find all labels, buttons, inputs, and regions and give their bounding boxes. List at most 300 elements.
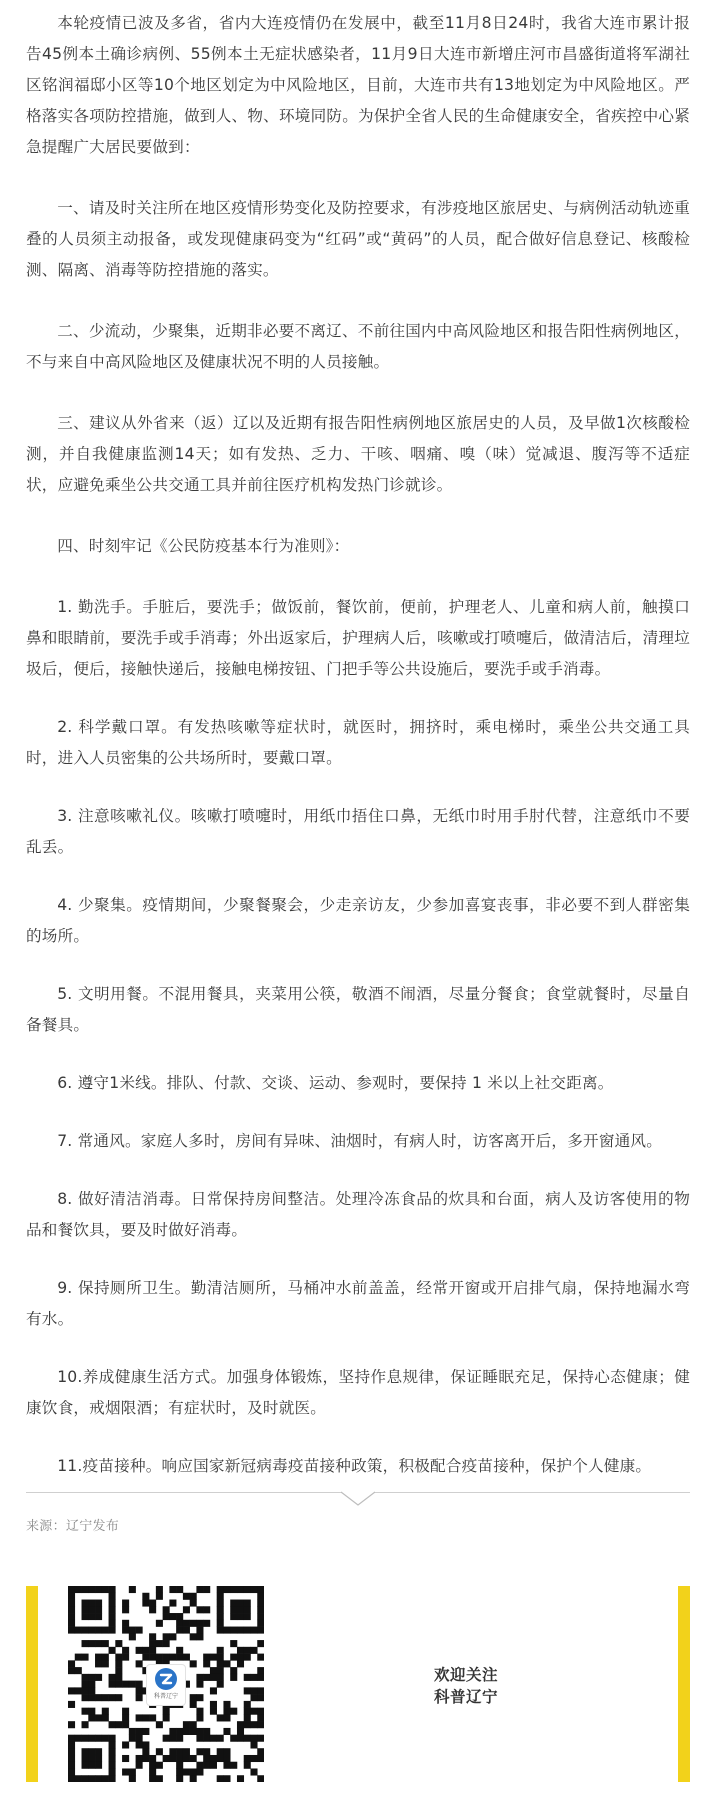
qr-module	[223, 1708, 230, 1715]
qr-module	[169, 1654, 176, 1661]
qr-module	[257, 1627, 264, 1634]
qr-module	[163, 1633, 170, 1640]
qr-module	[183, 1593, 190, 1600]
qr-module	[115, 1681, 122, 1688]
qr-module	[122, 1721, 129, 1728]
qr-logo-label: 科普辽宁	[153, 1693, 178, 1700]
qr-module	[196, 1762, 203, 1769]
qr-module	[88, 1735, 95, 1742]
qr-module	[156, 1620, 163, 1627]
qr-module	[223, 1701, 230, 1708]
qr-module	[156, 1593, 163, 1600]
qr-module	[142, 1755, 149, 1762]
qr-module	[217, 1627, 224, 1634]
qr-module	[122, 1647, 129, 1654]
qr-module	[217, 1735, 224, 1742]
qr-module	[82, 1708, 89, 1715]
qr-module	[149, 1647, 156, 1654]
qr-module	[68, 1768, 75, 1775]
qr-module	[136, 1660, 143, 1667]
qr-module	[203, 1620, 210, 1627]
qr-module	[149, 1714, 156, 1721]
qr-module	[257, 1606, 264, 1613]
qr-module	[68, 1627, 75, 1634]
qr-module	[250, 1721, 257, 1728]
qr-module	[250, 1687, 257, 1694]
qr-module	[190, 1775, 197, 1782]
qr-module	[68, 1775, 75, 1782]
qr-module	[250, 1647, 257, 1654]
qr-module	[82, 1762, 89, 1769]
qr-module	[257, 1600, 264, 1607]
qr-module	[169, 1600, 176, 1607]
qr-module	[109, 1762, 116, 1769]
qr-module	[257, 1687, 264, 1694]
qr-module	[190, 1721, 197, 1728]
footer-follow-card	[26, 1586, 690, 1782]
qr-module	[217, 1714, 224, 1721]
qr-module	[257, 1714, 264, 1721]
qr-module	[122, 1755, 129, 1762]
qr-module	[230, 1762, 237, 1769]
qr-module	[115, 1674, 122, 1681]
qr-module	[88, 1775, 95, 1782]
qr-module	[129, 1627, 136, 1634]
qr-module	[169, 1755, 176, 1762]
qr-module	[109, 1600, 116, 1607]
qr-module	[244, 1735, 251, 1742]
qr-module	[176, 1586, 183, 1593]
qr-module	[109, 1681, 116, 1688]
qr-module	[68, 1660, 75, 1667]
qr-module	[149, 1755, 156, 1762]
qr-module	[102, 1660, 109, 1667]
measure-two-paragraph: 二、少流动，少聚集，近期非必要不离辽、不前往国内中高风险地区和报告阳性病例地区，不与来自中高风险地区及健康状况不明的人员接触。	[26, 322, 690, 371]
qr-module	[217, 1647, 224, 1654]
qr-module	[244, 1674, 251, 1681]
qr-module	[102, 1775, 109, 1782]
qr-module	[122, 1708, 129, 1715]
qr-module	[102, 1640, 109, 1647]
accent-bar-right	[678, 1586, 690, 1782]
qr-module	[122, 1714, 129, 1721]
qr-module	[109, 1748, 116, 1755]
qr-module	[88, 1640, 95, 1647]
qr-module	[244, 1586, 251, 1593]
qr-module	[190, 1701, 197, 1708]
qr-module	[237, 1600, 244, 1607]
qr-module	[102, 1627, 109, 1634]
qr-module	[217, 1775, 224, 1782]
qr-module	[142, 1741, 149, 1748]
qr-module	[190, 1620, 197, 1627]
rule-item-6: 6. 遵守1米线。排队、付款、交谈、运动、参观时，要保持 1 米以上社交距离。	[57, 1074, 614, 1092]
qr-module	[230, 1613, 237, 1620]
qr-module	[169, 1728, 176, 1735]
qr-module	[129, 1768, 136, 1775]
qr-module	[217, 1606, 224, 1613]
qr-module	[203, 1755, 210, 1762]
qr-module	[196, 1627, 203, 1634]
qr-module	[142, 1748, 149, 1755]
qr-module	[95, 1674, 102, 1681]
qr-module	[257, 1735, 264, 1742]
qr-module	[163, 1640, 170, 1647]
qr-module	[230, 1586, 237, 1593]
qr-module	[163, 1654, 170, 1661]
qr-module	[129, 1586, 136, 1593]
qr-module	[169, 1633, 176, 1640]
rule-item-5: 5. 文明用餐。不混用餐具，夹菜用公筷，敬酒不闹酒，尽量分餐食；食堂就餐时，尽量自备餐具。	[26, 985, 690, 1034]
accent-bar-left	[26, 1586, 38, 1782]
qr-module	[149, 1633, 156, 1640]
qr-module	[95, 1606, 102, 1613]
qr-module	[237, 1728, 244, 1735]
qr-module	[210, 1701, 217, 1708]
qr-module	[223, 1714, 230, 1721]
qr-module	[203, 1735, 210, 1742]
qr-module	[169, 1735, 176, 1742]
qr-module	[68, 1741, 75, 1748]
qr-module	[109, 1620, 116, 1627]
qr-module	[102, 1654, 109, 1661]
qr-module	[203, 1606, 210, 1613]
qr-module	[237, 1775, 244, 1782]
qr-module	[230, 1600, 237, 1607]
qr-module	[183, 1728, 190, 1735]
qr-module	[183, 1748, 190, 1755]
qr-code[interactable]	[68, 1586, 264, 1782]
qr-module	[210, 1735, 217, 1742]
qr-module	[102, 1586, 109, 1593]
qr-module	[190, 1600, 197, 1607]
qr-module	[68, 1701, 75, 1708]
qr-module	[95, 1762, 102, 1769]
qr-module	[88, 1586, 95, 1593]
qr-module	[75, 1775, 82, 1782]
qr-module	[136, 1735, 143, 1742]
qr-module	[230, 1606, 237, 1613]
qr-module	[82, 1681, 89, 1688]
qr-module	[223, 1755, 230, 1762]
qr-module	[190, 1660, 197, 1667]
intro-paragraph: 本轮疫情已波及多省，省内大连疫情仍在发展中，截至11月8日24时，我省大连市累计报告45例本土确诊病例、55例本土无症状感染者，11月9日大连市新增庄河市昌盛街道将军湖社区铭润福邸小区等10个地区划定为中风险地区，目前，大连市共有13地划定为中风险地区。严格落实各项防控措施，做到人、物、环境同防。为保护全省人民的生命健康安全，省疾控中心紧急提醒广大居民要做到：	[26, 14, 690, 156]
qr-module	[250, 1768, 257, 1775]
qr-module	[196, 1735, 203, 1742]
qr-module	[75, 1586, 82, 1593]
qr-module	[82, 1721, 89, 1728]
qr-module	[142, 1654, 149, 1661]
qr-module	[115, 1660, 122, 1667]
rule-item-11: 11.疫苗接种。响应国家新冠病毒疫苗接种政策，积极配合疫苗接种，保护个人健康。	[57, 1457, 652, 1475]
qr-module	[122, 1681, 129, 1688]
qr-module	[169, 1586, 176, 1593]
qr-module	[190, 1633, 197, 1640]
qr-module	[244, 1708, 251, 1715]
qr-module	[176, 1620, 183, 1627]
qr-module	[109, 1741, 116, 1748]
qr-module	[196, 1748, 203, 1755]
qr-module	[196, 1768, 203, 1775]
qr-module	[115, 1667, 122, 1674]
qr-module	[109, 1593, 116, 1600]
qr-module	[109, 1647, 116, 1654]
qr-module	[68, 1613, 75, 1620]
qr-module	[237, 1627, 244, 1634]
qr-module	[176, 1627, 183, 1634]
qr-module	[203, 1748, 210, 1755]
qr-module	[156, 1748, 163, 1755]
qr-module	[257, 1654, 264, 1661]
qr-module	[136, 1687, 143, 1694]
qr-module	[190, 1593, 197, 1600]
qr-module	[136, 1714, 143, 1721]
qr-module	[244, 1762, 251, 1769]
qr-module	[82, 1775, 89, 1782]
qr-module	[109, 1694, 116, 1701]
qr-module	[95, 1775, 102, 1782]
qr-module	[217, 1593, 224, 1600]
qr-module	[88, 1755, 95, 1762]
measure-one-paragraph: 一、请及时关注所在地区疫情形势变化及防控要求，有涉疫地区旅居史、与病例活动轨迹重叠的人员须主动报备，或发现健康码变为“红码”或“黄码”的人员，配合做好信息登记、核酸检测、隔离、消毒等防控措施的落实。	[26, 199, 690, 279]
qr-module	[237, 1660, 244, 1667]
qr-module	[210, 1687, 217, 1694]
qr-module	[82, 1613, 89, 1620]
qr-module	[217, 1674, 224, 1681]
qr-module	[257, 1613, 264, 1620]
qr-module	[109, 1674, 116, 1681]
qr-module	[68, 1606, 75, 1613]
qr-module	[210, 1654, 217, 1661]
qr-module	[109, 1768, 116, 1775]
qr-center-logo	[146, 1664, 186, 1706]
rule-item-9: 9. 保持厕所卫生。勤清洁厕所，马桶冲水前盖盖，经常开窗或开启排气扇，保持地漏水弯有水。	[26, 1279, 690, 1328]
qr-module	[109, 1586, 116, 1593]
qr-module	[169, 1748, 176, 1755]
qr-module	[95, 1586, 102, 1593]
qr-module	[142, 1593, 149, 1600]
qr-module	[109, 1735, 116, 1742]
qr-module	[136, 1755, 143, 1762]
qr-module	[237, 1735, 244, 1742]
qr-module	[68, 1586, 75, 1593]
qr-module	[82, 1694, 89, 1701]
qr-module	[82, 1600, 89, 1607]
follow-line-welcome: 欢迎关注	[434, 1666, 499, 1684]
rule-item-7: 7. 常通风。家庭人多时，房间有异味、油烟时，有病人时，访客离开后，多开窗通风。	[57, 1132, 662, 1150]
qr-module	[237, 1606, 244, 1613]
qr-module	[122, 1627, 129, 1634]
measure-three-paragraph: 三、建议从外省来（返）辽以及近期有报告阳性病例地区旅居史的人员，及早做1次核酸检测，并自我健康监测14天；如有发热、乏力、干咳、咽痛、嗅（味）觉减退、腹泻等不适症状，应避免乘坐公共交通工具并前往医疗机构发热门诊就诊。	[26, 414, 690, 494]
qr-module	[176, 1768, 183, 1775]
rule-item-4: 4. 少聚集。疫情期间，少聚餐聚会，少走亲访友，少参加喜宴丧事，非必要不到人群密集的场所。	[26, 896, 690, 945]
qr-module	[163, 1714, 170, 1721]
qr-module	[142, 1728, 149, 1735]
qr-module	[122, 1654, 129, 1661]
qr-module	[156, 1654, 163, 1661]
qr-module	[136, 1694, 143, 1701]
qr-module	[196, 1694, 203, 1701]
qr-module	[102, 1714, 109, 1721]
qr-module	[82, 1735, 89, 1742]
qr-module	[149, 1768, 156, 1775]
source-credit: 来源：辽宁发布	[26, 1519, 120, 1534]
rule-item-10: 10.养成健康生活方式。加强身体锻炼，坚持作息规律，保证睡眠充足，保持心态健康；健康饮食，戒烟限酒；有症状时，及时就医。	[26, 1368, 690, 1417]
qr-module	[95, 1714, 102, 1721]
qr-module	[257, 1748, 264, 1755]
qr-module	[136, 1741, 143, 1748]
qr-module	[82, 1654, 89, 1661]
qr-module	[115, 1721, 122, 1728]
qr-module	[257, 1667, 264, 1674]
qr-module	[176, 1762, 183, 1769]
qr-module	[122, 1768, 129, 1775]
qr-module	[244, 1721, 251, 1728]
qr-module	[149, 1600, 156, 1607]
qr-module	[244, 1613, 251, 1620]
qr-module	[230, 1654, 237, 1661]
qr-module	[156, 1640, 163, 1647]
qr-module	[223, 1586, 230, 1593]
rule-item-3: 3. 注意咳嗽礼仪。咳嗽打喷嚏时，用纸巾捂住口鼻，无纸巾时用手肘代替，注意纸巾不要乱丢。	[26, 807, 690, 856]
qr-module	[95, 1755, 102, 1762]
qr-module	[149, 1775, 156, 1782]
qr-module	[217, 1586, 224, 1593]
qr-module	[210, 1755, 217, 1762]
qr-module	[88, 1708, 95, 1715]
qr-module	[136, 1728, 143, 1735]
qr-module	[88, 1627, 95, 1634]
qr-module	[203, 1654, 210, 1661]
qr-module	[95, 1694, 102, 1701]
qr-module	[136, 1647, 143, 1654]
qr-module	[176, 1735, 183, 1742]
qr-module	[95, 1613, 102, 1620]
qr-module	[196, 1681, 203, 1688]
qr-module	[257, 1593, 264, 1600]
qr-module	[217, 1620, 224, 1627]
qr-module	[88, 1762, 95, 1769]
qr-module	[257, 1755, 264, 1762]
qr-module	[82, 1748, 89, 1755]
qr-module	[136, 1627, 143, 1634]
qr-module	[88, 1687, 95, 1694]
qr-module	[210, 1667, 217, 1674]
qr-module	[237, 1721, 244, 1728]
qr-module	[176, 1775, 183, 1782]
qr-module	[115, 1640, 122, 1647]
qr-module	[250, 1627, 257, 1634]
qr-module	[230, 1627, 237, 1634]
qr-module	[88, 1606, 95, 1613]
qr-module	[217, 1681, 224, 1688]
qr-module	[223, 1660, 230, 1667]
qr-module	[142, 1714, 149, 1721]
qr-module	[75, 1654, 82, 1661]
qr-module	[244, 1654, 251, 1661]
qr-module	[142, 1647, 149, 1654]
qr-module	[257, 1620, 264, 1627]
qr-module	[163, 1735, 170, 1742]
qr-module	[68, 1721, 75, 1728]
qr-module	[149, 1762, 156, 1769]
qr-module	[223, 1762, 230, 1769]
qr-module	[68, 1593, 75, 1600]
qr-module	[95, 1748, 102, 1755]
qr-module	[230, 1667, 237, 1674]
qr-module	[250, 1674, 257, 1681]
follow-prompt	[434, 1664, 498, 1708]
qr-module	[203, 1728, 210, 1735]
qr-module	[149, 1606, 156, 1613]
qr-module	[95, 1640, 102, 1647]
kepu-liaoning-logo-icon	[155, 1668, 177, 1690]
qr-module	[257, 1674, 264, 1681]
qr-module	[109, 1755, 116, 1762]
qr-module	[176, 1654, 183, 1661]
qr-module	[129, 1735, 136, 1742]
qr-module	[68, 1600, 75, 1607]
qr-module	[122, 1741, 129, 1748]
qr-module	[75, 1687, 82, 1694]
qr-module	[196, 1633, 203, 1640]
qr-module	[196, 1708, 203, 1715]
qr-module	[196, 1714, 203, 1721]
qr-module	[257, 1721, 264, 1728]
qr-module	[257, 1694, 264, 1701]
qr-module	[217, 1600, 224, 1607]
qr-module	[244, 1687, 251, 1694]
qr-module	[109, 1775, 116, 1782]
qr-module	[82, 1640, 89, 1647]
qr-module	[136, 1762, 143, 1769]
qr-module	[149, 1654, 156, 1661]
qr-module	[217, 1613, 224, 1620]
follow-line-account: 科普辽宁	[434, 1688, 499, 1706]
qr-module	[203, 1660, 210, 1667]
qr-module	[183, 1627, 190, 1634]
qr-module	[109, 1627, 116, 1634]
qr-module	[82, 1674, 89, 1681]
qr-module	[68, 1687, 75, 1694]
chevron-down-icon	[341, 1487, 375, 1507]
qr-module	[196, 1620, 203, 1627]
qr-module	[196, 1674, 203, 1681]
qr-module	[68, 1620, 75, 1627]
qr-module	[88, 1600, 95, 1607]
qr-module	[75, 1667, 82, 1674]
qr-module	[156, 1762, 163, 1769]
qr-module	[122, 1606, 129, 1613]
qr-module	[102, 1735, 109, 1742]
qr-module	[230, 1640, 237, 1647]
qr-module	[88, 1748, 95, 1755]
qr-module	[129, 1681, 136, 1688]
qr-module	[176, 1755, 183, 1762]
qr-module	[115, 1694, 122, 1701]
qr-module	[190, 1694, 197, 1701]
qr-module	[237, 1647, 244, 1654]
qr-module	[210, 1762, 217, 1769]
qr-module	[244, 1606, 251, 1613]
qr-module	[203, 1674, 210, 1681]
qr-module	[183, 1721, 190, 1728]
qr-module	[244, 1714, 251, 1721]
qr-module	[257, 1586, 264, 1593]
qr-module	[244, 1701, 251, 1708]
qr-module	[183, 1606, 190, 1613]
qr-module	[217, 1755, 224, 1762]
